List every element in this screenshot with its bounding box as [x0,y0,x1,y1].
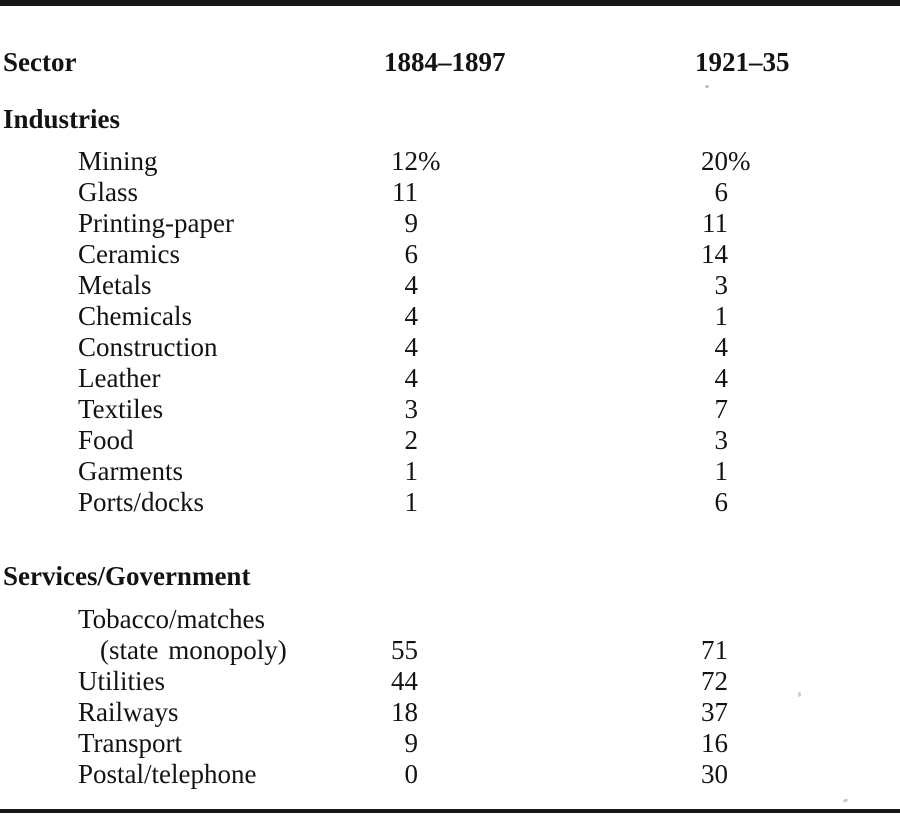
table-header-row [0,47,900,78]
value-1884-1897: 4 [404,270,418,300]
row-label: Utilities [78,666,165,696]
value-1921-35: 3 [714,270,728,300]
table-row [0,208,900,239]
percent-sign: % [728,146,751,176]
column-header-sector: Sector [3,47,77,77]
table-row [0,487,900,518]
table-row [0,635,900,666]
value-1884-1897: 9 [404,728,418,758]
row-label: Glass [78,177,138,207]
value-number: 12 [391,146,418,176]
value-1921-35: 4 [714,363,728,393]
scan-artifact [705,85,709,88]
value-1921-35: 7 [714,394,728,424]
value-1921-35: 30 [701,759,728,789]
value-1921-35: 72 [701,666,728,696]
scan-artifact [798,692,801,697]
table-row [0,301,900,332]
value-1884-1897: 18 [391,697,418,727]
section-heading-services-government: Services/Government [3,561,251,591]
column-header-1921-35: 1921–35 [695,47,790,77]
percent-sign: % [418,146,441,176]
table-row [0,332,900,363]
row-label: Leather [78,363,161,393]
value-1921-35: 71 [701,635,728,665]
table-row [0,239,900,270]
row-label: Printing-paper [78,208,234,238]
row-label: Chemicals [78,301,192,331]
row-label: Tobacco/matches [78,604,266,634]
value-1884-1897: 1 [404,487,418,517]
value-1884-1897: 0 [404,759,418,789]
value-1921-35 [608,146,751,177]
value-1884-1897: 2 [404,425,418,455]
value-1921-35: 1 [714,301,728,331]
value-1884-1897: 3 [404,394,418,424]
value-1884-1897: 55 [391,635,418,665]
scan-artifact [843,798,849,803]
table-row [0,270,900,301]
value-1884-1897: 9 [404,208,418,238]
column-header-1884-1897: 1884–1897 [384,47,506,77]
table-row [0,177,900,208]
value-1921-35: 11 [702,208,728,238]
row-label: Garments [78,456,183,486]
row-label: Mining [78,146,158,176]
value-1921-35: 1 [714,456,728,486]
table-row [0,759,900,790]
row-label-continuation: (state monopoly) [100,635,287,665]
table-row [0,456,900,487]
row-label: Transport [78,728,183,758]
value-1921-35: 3 [714,425,728,455]
table-row [0,425,900,456]
value-1884-1897 [298,146,441,177]
value-1884-1897: 4 [404,363,418,393]
table-row [0,604,900,635]
table-row [0,728,900,759]
value-1884-1897: 4 [404,301,418,331]
table-row [0,666,900,697]
value-number: 20 [701,146,728,176]
table-row [0,697,900,728]
value-1884-1897: 6 [404,239,418,269]
row-label: Construction [78,332,218,362]
table-row [0,394,900,425]
value-1921-35: 6 [714,487,728,517]
table-top-rule [0,0,900,6]
value-1921-35: 14 [701,239,728,269]
row-label: Ceramics [78,239,180,269]
value-1884-1897: 1 [404,456,418,486]
row-label: Railways [78,697,179,727]
table-bottom-rule [0,809,900,813]
value-1884-1897: 44 [391,666,418,696]
value-1884-1897: 11 [392,177,418,207]
table-row [0,146,900,177]
value-1921-35: 37 [701,697,728,727]
value-1921-35: 6 [714,177,728,207]
section-heading-industries: Industries [3,104,121,134]
value-1921-35: 4 [714,332,728,362]
value-1884-1897: 4 [404,332,418,362]
row-label: Metals [78,270,152,300]
row-label: Textiles [78,394,164,424]
row-label: Food [78,425,134,455]
value-1921-35: 16 [701,728,728,758]
row-label: Postal/telephone [78,759,257,789]
row-label: Ports/docks [78,487,205,517]
table-row [0,363,900,394]
